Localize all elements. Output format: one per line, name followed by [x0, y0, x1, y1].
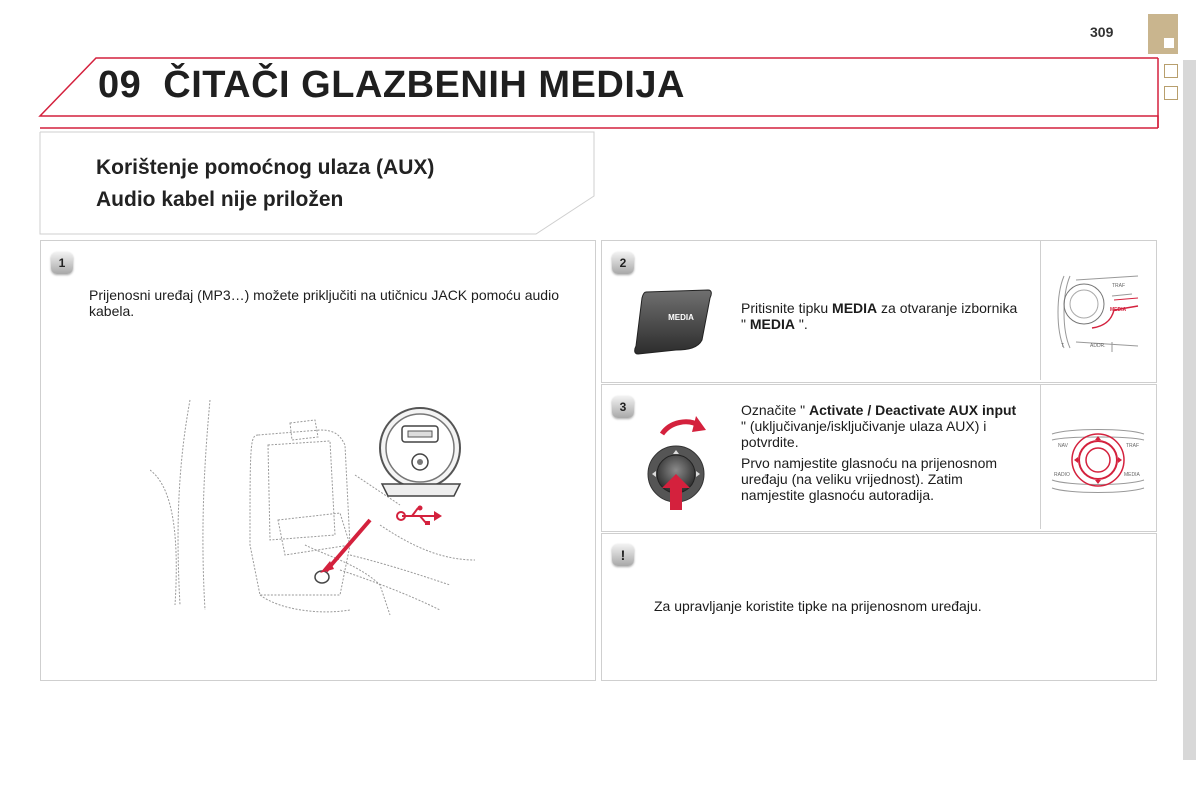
section-title [96, 152, 434, 216]
step-3-divider [1040, 385, 1041, 529]
radio-label-t: T [1061, 343, 1065, 349]
radio-label-media: MEDIA [1110, 307, 1127, 313]
step-1-badge: 1 [51, 252, 73, 274]
warning-text: Za upravljanje koristite tipke na prijenosnom uređaju. [654, 598, 982, 614]
radio-label-nav: NAV [1058, 443, 1068, 449]
radio-panel-media-icon [1052, 270, 1142, 354]
radio-label-radio: RADIO [1054, 472, 1070, 478]
chapter-title-text: ČITAČI GLAZBENIH MEDIJA [163, 64, 685, 106]
step-3-text: Označite " Activate / Deactivate AUX input " (uključivanje/isključivanje ulaza AUX) i potvrdite. [741, 402, 1017, 450]
rotary-knob-illustration[interactable] [640, 412, 720, 516]
radio-label-traf-2: TRAF [1126, 443, 1140, 449]
radio-label-addr: ADDR. [1090, 343, 1106, 349]
radio-panel-knob-icon [1048, 420, 1148, 500]
step-3-text-para2: Prvo namjestite glasnoću na prijenosnom uređaju (na veliku vrijednost). Zatim namjestite glasnoću autoradija. [741, 455, 998, 503]
section-title-line1: Korištenje pomoćnog ulaza (AUX) [96, 156, 435, 179]
media-button-label: MEDIA [668, 313, 694, 322]
step-3-badge: 3 [612, 396, 634, 418]
page-number: 309 [1090, 24, 1114, 40]
step-1-text: Prijenosni uređaj (MP3…) možete priključiti na utičnicu JACK pomoću audio kabela. [89, 287, 559, 319]
chapter-title [98, 64, 685, 107]
chapter-number: 09 [98, 64, 142, 106]
jack-socket-icon [315, 571, 329, 583]
step-2-text: Pritisnite tipku MEDIA za otvaranje izbornika " MEDIA ". [741, 300, 1018, 332]
radio-label-traf: TRAF [1112, 283, 1126, 289]
warning-badge: ! [612, 544, 634, 566]
section-title-line2: Audio kabel nije priložen [96, 188, 344, 211]
radio-label-media-2: MEDIA [1124, 472, 1140, 478]
jack-inset-illustration [378, 404, 466, 502]
step-2-divider [1040, 241, 1041, 380]
usb-icon [396, 505, 442, 527]
step-2-badge: 2 [612, 252, 634, 274]
